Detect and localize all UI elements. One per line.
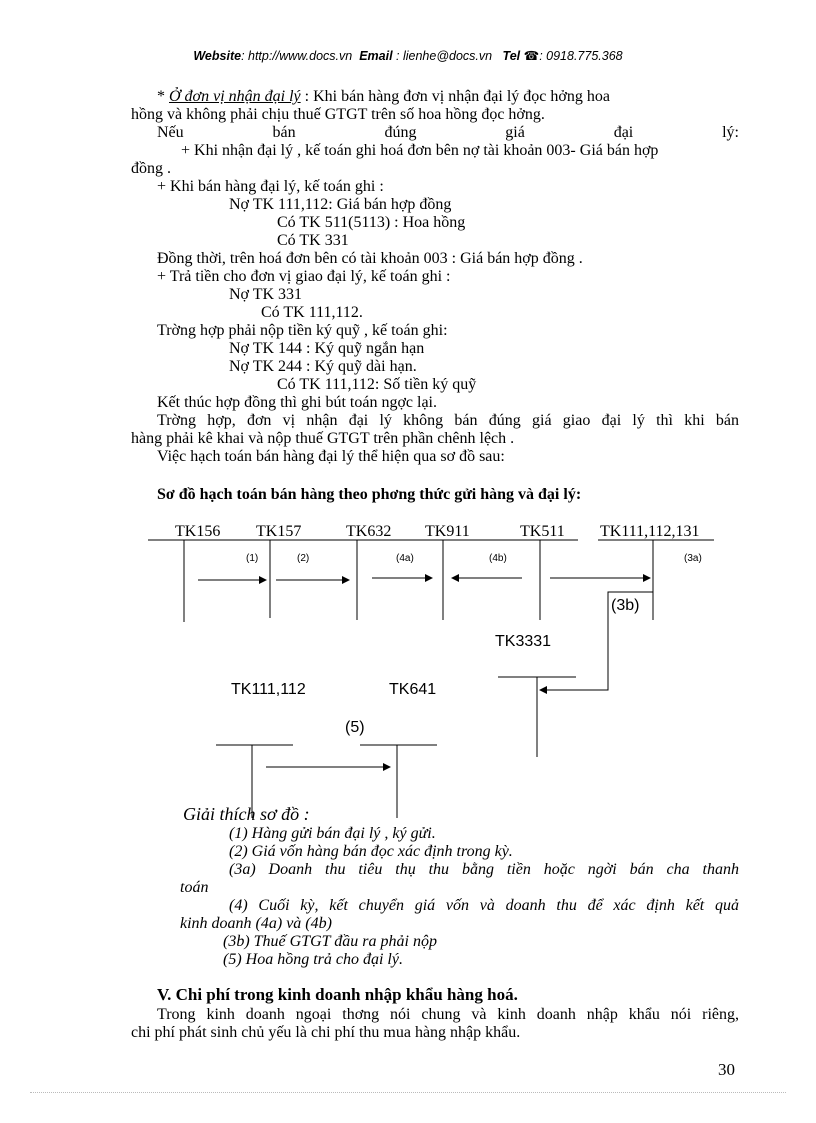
entry-debit-244: Nợ TK 244 : Ký quỹ dài hạn. <box>229 358 417 375</box>
acc-tk511: TK511 <box>520 523 565 540</box>
page-number: 30 <box>718 1060 735 1079</box>
contract-end-text: Kết thúc hợp đồng thì ghi bút toán ngợc lại. <box>157 394 437 411</box>
entry-debit-144: Nợ TK 144 : Ký quỹ ngắn hạn <box>229 340 425 357</box>
wrong-price-line1: Trờng hợp, đơn vị nhận đại lý không bán đúng giá giao đại lý thì khi bán <box>157 412 739 429</box>
explanation-2: (2) Giá vốn hàng bán đọc xác định trong kỳ. <box>229 843 513 860</box>
explanation-4-line2: kinh doanh (4a) và (4b) <box>180 915 332 932</box>
explanation-5: (5) Hoa hồng trả cho đại lý. <box>223 951 403 968</box>
agent-heading: Ở đơn vị nhận đại lý <box>169 88 301 105</box>
bullet-star: * <box>157 88 169 105</box>
explanation-3a-line1: (3a) Doanh thu tiêu thụ thu bằng tiền hoặc ngời bán cha thanh <box>229 861 739 878</box>
explanation-1: (1) Hàng gửi bán đại lý , ký gửi. <box>229 825 436 842</box>
arrow-label-1: (1) <box>246 553 259 564</box>
arrow-label-2: (2) <box>297 553 310 564</box>
simultaneous-text: Đồng thời, trên hoá đơn bên có tài khoản 003 : Giá bán hợp đồng . <box>157 250 583 267</box>
agent-intro-line2: hồng và không phải chịu thuế GTGT trên số hoa hồng đọc hởng. <box>131 106 545 123</box>
agent-intro-text: : Khi bán hàng đơn vị nhận đại lý đọc hởng hoa <box>300 88 610 105</box>
receive-agent-line1: + Khi nhận đại lý , kế toán ghi hoá đơn bên nợ tài khoản 003- Giá bán hợp <box>181 142 659 159</box>
phone-icon: ☎ <box>523 49 540 63</box>
entry-credit-111: Có TK 111,112. <box>261 304 363 321</box>
diagram-intro: Việc hạch toán bán hàng đại lý thể hiện qua sơ đồ sau: <box>157 448 505 465</box>
explanation-title: Giải thích sơ đồ : <box>183 804 310 824</box>
tel-label: Tel <box>502 49 521 63</box>
website-value[interactable]: : http://www.docs.vn <box>241 49 353 63</box>
email-value[interactable]: : lienhe@docs.vn <box>396 49 493 63</box>
wrong-price-line2: hàng phải kê khai và nộp thuế GTGT trên phần chênh lệch . <box>131 430 515 447</box>
pay-agent-text: + Trả tiền cho đơn vị giao đại lý, kế toán ghi : <box>157 268 451 285</box>
section-v-heading: V. Chi phí trong kinh doanh nhập khẩu hàng hoá. <box>157 985 518 1004</box>
entry-debit-111: Nợ TK 111,112: Giá bán hợp đồng <box>229 196 452 213</box>
acc-tk157: TK157 <box>256 523 302 540</box>
acc-tk111-112-lower: TK111,112 <box>231 681 306 698</box>
arrow-label-4a: (4a) <box>396 553 414 564</box>
entry-credit-deposit: Có TK 111,112: Số tiền ký quỹ <box>277 376 477 393</box>
acc-tk3331: TK3331 <box>495 633 552 650</box>
footer-divider <box>30 1092 786 1093</box>
arrow-label-5: (5) <box>345 719 365 736</box>
diagram-title: Sơ đồ hạch toán bán hàng theo phơng thức gửi hàng và đại lý: <box>157 486 582 503</box>
acc-tk911: TK911 <box>425 523 470 540</box>
explanation-3a-line2: toán <box>180 879 209 896</box>
deposit-text: Trờng hợp phải nộp tiền ký quỹ , kế toán ghi: <box>157 322 448 339</box>
entry-credit-511: Có TK 511(5113) : Hoa hồng <box>277 214 466 231</box>
explanation-4-line1: (4) Cuối kỳ, kết chuyển giá vốn và doanh thu để xác định kết quả <box>229 897 739 914</box>
acc-tk156: TK156 <box>175 523 221 540</box>
acc-tk641: TK641 <box>389 681 437 698</box>
sell-agent-text: + Khi bán hàng đại lý, kế toán ghi : <box>157 178 384 195</box>
section-v-line2: chi phí phát sinh chủ yếu là chi phí thu mua hàng nhập khẩu. <box>131 1024 521 1041</box>
tel-value: : 0918.775.368 <box>539 49 623 63</box>
arrow-label-4b: (4b) <box>489 553 507 564</box>
receive-agent-line2: đồng . <box>131 160 171 177</box>
acc-tk111-112-131: TK111,112,131 <box>600 523 700 540</box>
website-label: Website <box>193 49 242 63</box>
arrow-label-3b: (3b) <box>611 597 640 614</box>
section-v-line1: Trong kinh doanh ngoại thơng nói chung và kinh doanh nhập khẩu nói riêng, <box>157 1006 739 1023</box>
arrow-label-3a: (3a) <box>684 553 702 564</box>
entry-credit-331: Có TK 331 <box>277 232 349 249</box>
email-label: Email <box>359 49 393 63</box>
entry-debit-331: Nợ TK 331 <box>229 286 303 303</box>
acc-tk632: TK632 <box>346 523 392 540</box>
explanation-3b: (3b) Thuế GTGT đầu ra phải nộp <box>223 933 437 950</box>
correct-price-heading: Nếu bán đúng giá đại lý: <box>157 124 739 141</box>
